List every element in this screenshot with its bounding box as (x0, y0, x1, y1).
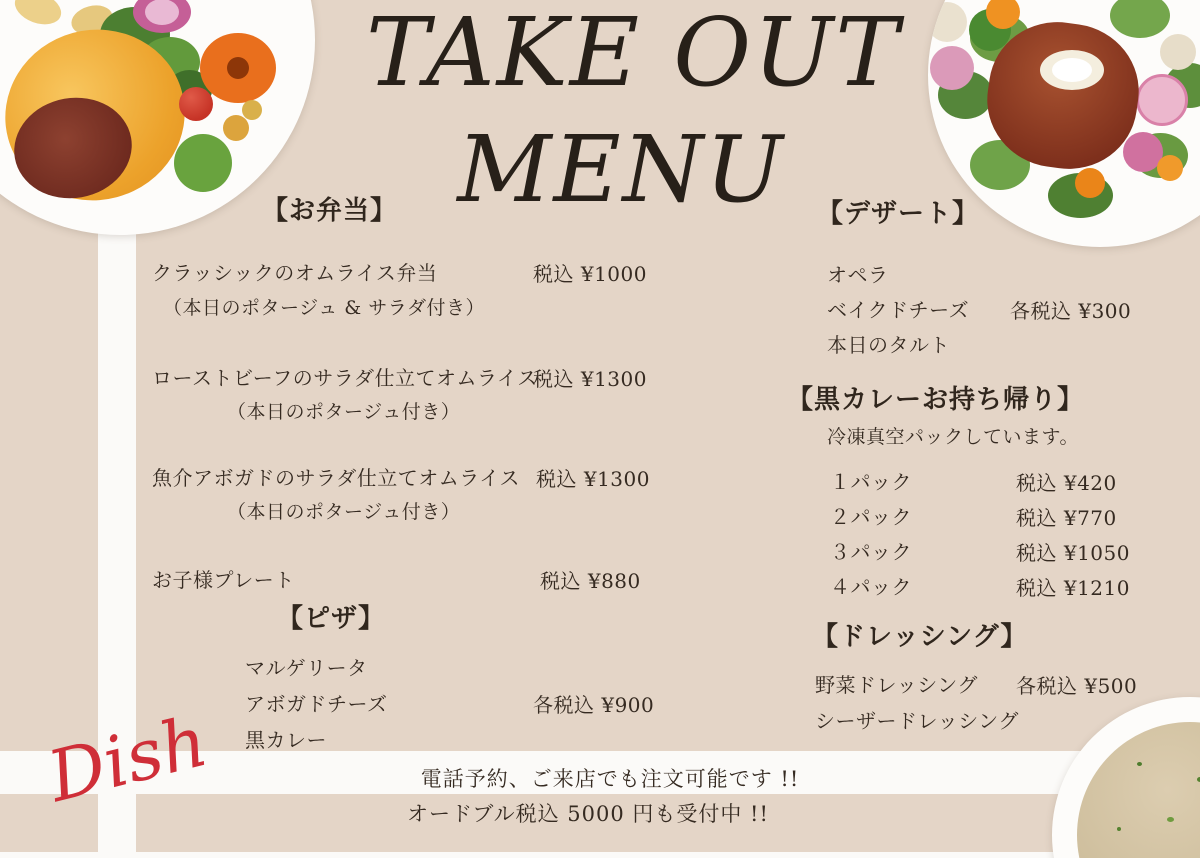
menu-item-name: ４パック (830, 575, 912, 599)
menu-item-name: オペラ (827, 263, 889, 287)
salad-greens (1110, 0, 1170, 38)
cherry-tomato (179, 87, 213, 121)
menu-item-name: アボガドチーズ (245, 692, 388, 716)
pink-radish-slice (1136, 74, 1188, 126)
section-note-curry: 冷凍真空パックしています。 (827, 426, 1079, 448)
menu-item-price: 税込 ¥1000 (533, 262, 647, 286)
potato-slice (10, 0, 65, 30)
shredded-radish-topping (1052, 58, 1092, 82)
nasturtium-leaf (174, 134, 232, 192)
nasturtium-flower (1157, 155, 1183, 181)
menu-item-price: 各税込 ¥900 (533, 693, 655, 717)
footer-line-1: 電話予約、ご来店でも注文可能です !! (420, 767, 800, 791)
menu-item-name: 野菜ドレッシング (815, 673, 978, 697)
yellow-tomato (223, 115, 249, 141)
menu-item-note: （本日のポタージュ付き） (227, 501, 461, 523)
menu-item-name: ローストビーフのサラダ仕立てオムライス (152, 366, 538, 390)
white-radish-slice (1160, 34, 1196, 70)
menu-item-name: ３パック (830, 540, 912, 564)
section-header-bento: 【お弁当】 (262, 196, 398, 226)
menu-item-name: 本日のタルト (827, 333, 950, 357)
section-header-curry: 【黒カレーお持ち帰り】 (787, 385, 1085, 415)
menu-item-price: 税込 ¥1050 (1016, 541, 1130, 565)
dish-logo: Dish (40, 699, 216, 819)
white-radish-slice (928, 2, 967, 42)
menu-item-name: 魚介アボガドのサラダ仕立てオムライス (152, 466, 520, 490)
menu-item-price: 税込 ¥1300 (536, 467, 650, 491)
menu-item-name: ベイクドチーズ (827, 298, 970, 322)
menu-item-price: 各税込 ¥300 (1010, 299, 1132, 323)
bottom-white-strip (0, 852, 1200, 858)
menu-item-note: （本日のポタージュ & サラダ付き） (163, 297, 486, 319)
section-header-dessert: 【デザート】 (817, 199, 980, 229)
menu-item-name: クラッシックのオムライス弁当 (152, 261, 438, 285)
menu-item-name: 黒カレー (245, 728, 327, 752)
menu-item-name: ２パック (830, 505, 912, 529)
section-header-pizza: 【ピザ】 (277, 604, 386, 634)
menu-item-note: （本日のポタージュ付き） (227, 401, 461, 423)
menu-item-price: 税込 ¥420 (1016, 471, 1117, 495)
menu-item-name: シーザードレッシング (815, 709, 1019, 733)
radish-slice-center (145, 0, 179, 25)
menu-item-price: 税込 ¥770 (1016, 506, 1117, 530)
menu-item-price: 税込 ¥880 (540, 569, 641, 593)
page-title-line2: MENU (457, 116, 785, 223)
pink-radish-slice (930, 46, 974, 90)
menu-item-name: マルゲリータ (245, 656, 368, 680)
menu-item-name: お子様プレート (152, 568, 295, 592)
footer-line-2: オードブル税込 5000 円も受付中 !! (407, 802, 769, 826)
menu-item-name: １パック (830, 470, 912, 494)
nasturtium-flower (1075, 168, 1105, 198)
section-header-dressing: 【ドレッシング】 (812, 622, 1028, 652)
flower-center (227, 57, 249, 79)
menu-item-price: 各税込 ¥500 (1016, 674, 1138, 698)
menu-item-price: 税込 ¥1210 (1016, 576, 1130, 600)
yellow-tomato (242, 100, 262, 120)
page-title-line1: TAKE OUT (366, 0, 901, 108)
menu-item-price: 税込 ¥1300 (533, 367, 647, 391)
